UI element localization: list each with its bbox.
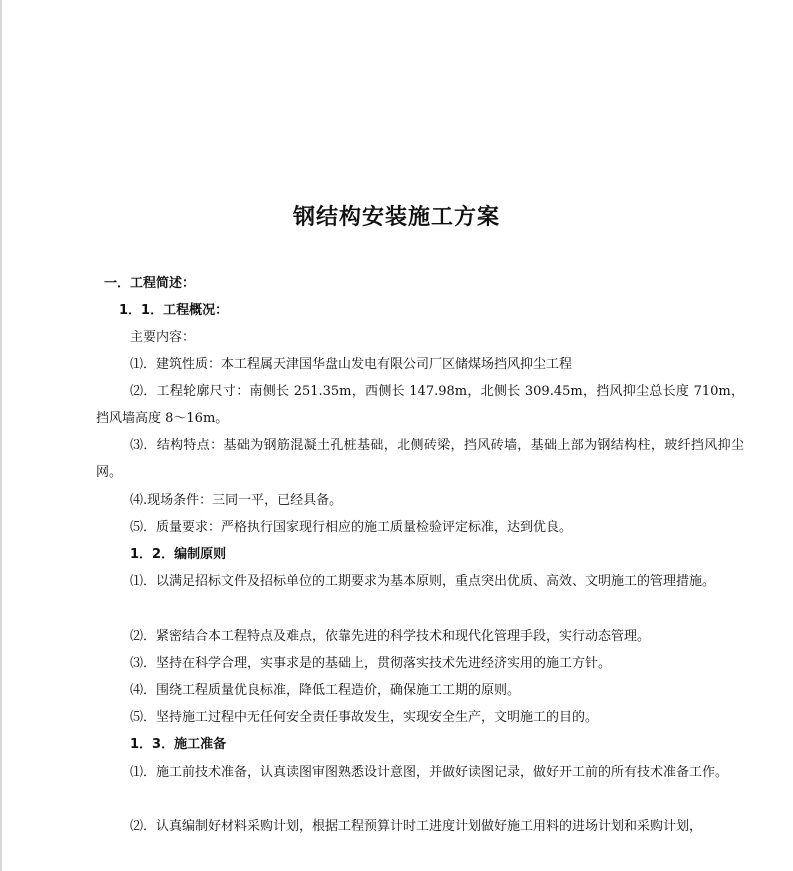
paragraph-1-2-3: ⑶．坚持在科学合理，实事求是的基础上，贯彻落实技术先进经济实用的施工方针。 [130,656,612,671]
section-1-3-heading: 1．3．施工准备 [130,737,227,752]
paragraph-1-1-3: ⑶．结构特点：基础为钢筋混凝土孔桩基础，北侧砖梁，挡风砖墙，基础上部为钢结构柱，玻纤挡风抑尘网。 [96,438,744,480]
paragraph-1-2-1: ⑴．以满足招标文件及招标单位的工期要求为基本原则，重点突出优质、高效、文明施工的管理措施。 [130,574,716,589]
paragraph-1-3-1: ⑴．施工前技术准备，认真读图审图熟悉设计意图，并做好读图记录，做好开工前的所有技术准备工作。 [130,765,729,780]
section-1-heading: 一．工程简述： [104,276,196,291]
paragraph-1-1-5: ⑸．质量要求：严格执行国家现行相应的施工质量检验评定标准，达到优良。 [130,520,573,535]
paragraph-1-3-2: ⑵．认真编制好材料采购计划，根据工程预算计时工进度计划做好施工用料的进场计划和采购计划， [130,819,703,834]
document-title: 钢结构安装施工方案 [292,205,500,230]
section-1-2-heading: 1．2．编制原则 [130,547,227,562]
paragraph-1-1-4: ⑷.现场条件：三同一平，已经具备。 [130,493,343,508]
section-1-1-heading: 1．1．工程概况： [119,303,229,318]
paragraph-1-2-2: ⑵．紧密结合本工程特点及难点，依靠先进的科学技术和现代化管理手段，实行动态管理。 [130,629,651,644]
paragraph-1-1-1: ⑴．建筑性质：本工程属天津国华盘山发电有限公司厂区储煤场挡风抑尘工程 [130,357,573,372]
paragraph-1-1-2: ⑵．工程轮廓尺寸：南侧长 251.35m，西侧长 147.98m，北侧长 309.45m，挡风抑尘总长度 710m，挡风墙高度 8～16m。 [96,384,744,426]
paragraph-1-2-5: ⑸．坚持施工过程中无任何安全责任事故发生，实现安全生产，文明施工的目的。 [130,710,599,725]
section-1-1-intro: 主要内容： [130,330,196,345]
paragraph-1-2-4: ⑷．围绕工程质量优良标准，降低工程造价，确保施工工期的原则。 [130,683,521,698]
